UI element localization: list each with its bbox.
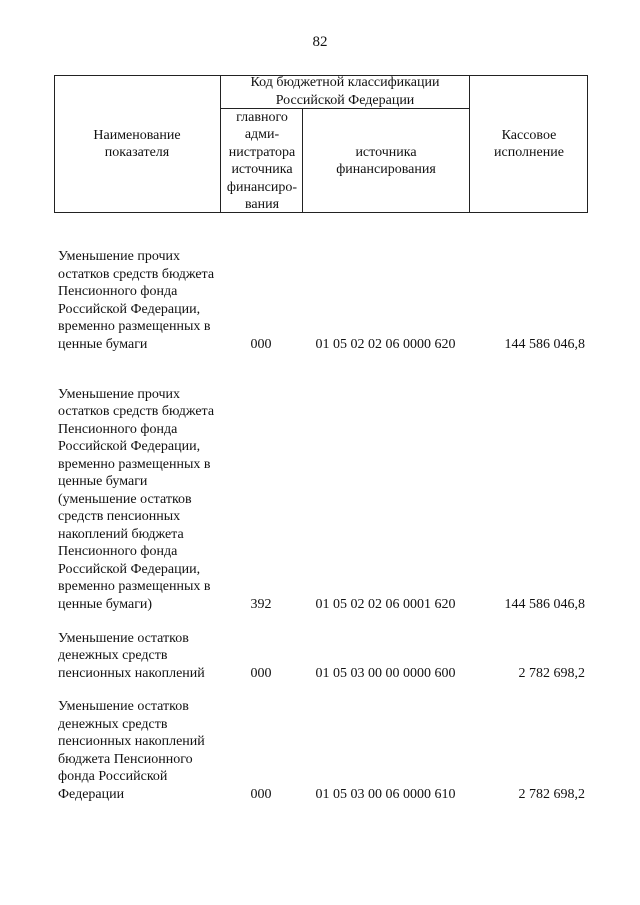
header-code-group: Код бюджетной классификации Российской Федерации bbox=[250, 75, 440, 108]
header-divider-2 bbox=[302, 108, 303, 213]
header-left-border bbox=[54, 75, 55, 213]
table-row bbox=[0, 629, 640, 682]
row-admin-code: 392 bbox=[250, 596, 272, 612]
page-number: 82 bbox=[312, 34, 328, 50]
row-name: Уменьшение остатков денежных средств пенсионных накоплений bbox=[58, 630, 205, 681]
row-admin-code: 000 bbox=[250, 336, 272, 352]
row-name: Уменьшение остатков денежных средств пенсионных накоплений бюджета Пенсионного фонда Российской Федерации bbox=[58, 699, 205, 802]
header-amount-col: Кассовое исполнение bbox=[494, 127, 564, 160]
row-amount: 2 782 698,2 bbox=[518, 665, 585, 681]
header-divider-1 bbox=[220, 75, 221, 213]
row-admin-code: 000 bbox=[250, 665, 272, 681]
row-amount: 144 586 046,8 bbox=[504, 336, 585, 352]
row-source-code: 01 05 02 02 06 0000 620 bbox=[315, 336, 456, 352]
header-right-border bbox=[587, 75, 588, 213]
table-row bbox=[0, 232, 640, 353]
row-amount: 2 782 698,2 bbox=[518, 786, 585, 802]
row-source-code: 01 05 03 00 06 0000 610 bbox=[315, 786, 456, 802]
header-source-col: источника финансирования bbox=[336, 144, 436, 177]
header-admin-col: главного адми-нистратора источника финансиро-вания bbox=[226, 109, 298, 212]
table-row bbox=[0, 370, 640, 613]
header-name-col: Наименование показателя bbox=[93, 127, 181, 160]
row-name: Уменьшение прочих остатков средств бюджета Пенсионного фонда Российской Федерации, временно размещенных в ценные бумаги (уменьшение остатков средств пенсионных накоплений бюджета Пенсионного фонда Российской Федерации, временно размещенных в ценные бумаги) bbox=[58, 386, 215, 612]
row-admin-code: 000 bbox=[250, 786, 272, 802]
row-source-code: 01 05 03 00 00 0000 600 bbox=[315, 665, 456, 681]
header-divider-3 bbox=[469, 75, 470, 213]
row-amount: 144 586 046,8 bbox=[504, 596, 585, 612]
table-row bbox=[0, 698, 640, 803]
row-source-code: 01 05 02 02 06 0001 620 bbox=[315, 596, 456, 612]
row-name: Уменьшение прочих остатков средств бюджета Пенсионного фонда Российской Федерации, временно размещенных в ценные бумаги bbox=[58, 249, 215, 352]
table-header bbox=[54, 75, 588, 213]
